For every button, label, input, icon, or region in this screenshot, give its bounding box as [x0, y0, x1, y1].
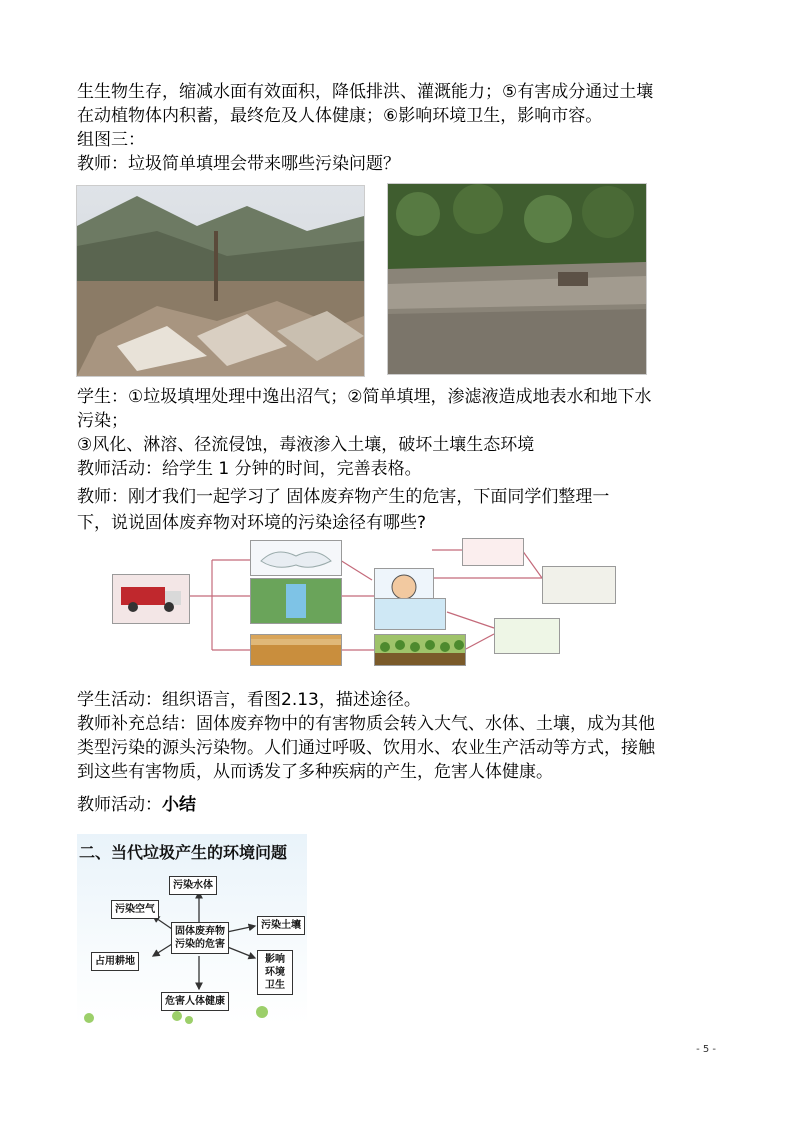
teacher-activity: 教师活动：给学生 1 分钟的时间，完善表格。	[77, 459, 422, 479]
summary-paragraph-line: 教师补充总结：固体废弃物中的有害物质会转入大气、水体、土壤，成为其他	[77, 714, 655, 734]
page-number: - 5 -	[696, 1044, 716, 1055]
water-node	[250, 578, 342, 624]
hospital-node	[542, 566, 616, 604]
student-answer-line: ③风化、淋溶、径流侵蚀，毒液渗入土壤，破坏土壤生态环境	[77, 435, 535, 455]
people-affected-node	[462, 538, 524, 566]
landfill-photo-left	[76, 185, 365, 377]
teacher-question: 教师：垃圾简单填埋会带来哪些污染问题？	[77, 154, 400, 174]
summary-paragraph-line: 到这些有害物质，从而诱发了多种疾病的产生，危害人体健康。	[77, 762, 553, 782]
sanitation-box: 影响环境卫生	[257, 950, 293, 995]
garbage-truck-node	[112, 574, 190, 624]
summary-concept-map	[77, 834, 307, 1024]
health-box: 危害人体健康	[161, 992, 229, 1011]
teacher-question-line: 下，说说固体废弃物对环境的污染途径有哪些?	[77, 513, 427, 533]
soil-node	[250, 634, 342, 666]
farmland-box: 占用耕地	[91, 952, 139, 971]
summary-label: 小结	[162, 795, 196, 815]
student-activity: 学生活动：组织语言，看图2.13，描述途径。	[77, 690, 421, 710]
landfill-photo-right	[387, 183, 647, 375]
center-box: 固体废弃物污染的危害	[171, 922, 229, 954]
student-answer-line: 污染；	[77, 411, 128, 431]
pollution-pathway-diagram	[112, 538, 644, 678]
summary-title: 二、当代垃圾产生的环境问题	[79, 843, 288, 862]
teacher-question-line: 教师：刚才我们一起学习了 固体废弃物产生的危害，下面同学们整理一	[77, 487, 610, 507]
air-node	[250, 540, 342, 576]
air-pollution-box: 污染空气	[111, 900, 159, 919]
water-pool-node	[374, 598, 446, 630]
teacher-activity-summary	[77, 793, 196, 817]
paragraph-line: 在动植物体内积蓄，最终危及人体健康；⑥影响环境卫生，影响市容。	[77, 106, 603, 126]
soil-pollution-box: 污染土壤	[257, 916, 305, 935]
crops-node	[374, 634, 466, 666]
farm-animals-node	[494, 618, 560, 654]
section-label: 组图三：	[77, 130, 145, 150]
teacher-activity-prefix: 教师活动：	[77, 795, 162, 815]
paragraph-line: 生生物生存，缩减水面有效面积，降低排洪、灌溉能力；⑤有害成分通过土壤	[77, 82, 654, 102]
summary-paragraph-line: 类型污染的源头污染物。人们通过呼吸、饮用水、农业生产活动等方式，接触	[77, 738, 655, 758]
student-answer-line: 学生：①垃圾填埋处理中逸出沼气；②简单填埋，渗滤液造成地表水和地下水	[77, 387, 652, 407]
water-pollution-box: 污染水体	[169, 876, 217, 895]
